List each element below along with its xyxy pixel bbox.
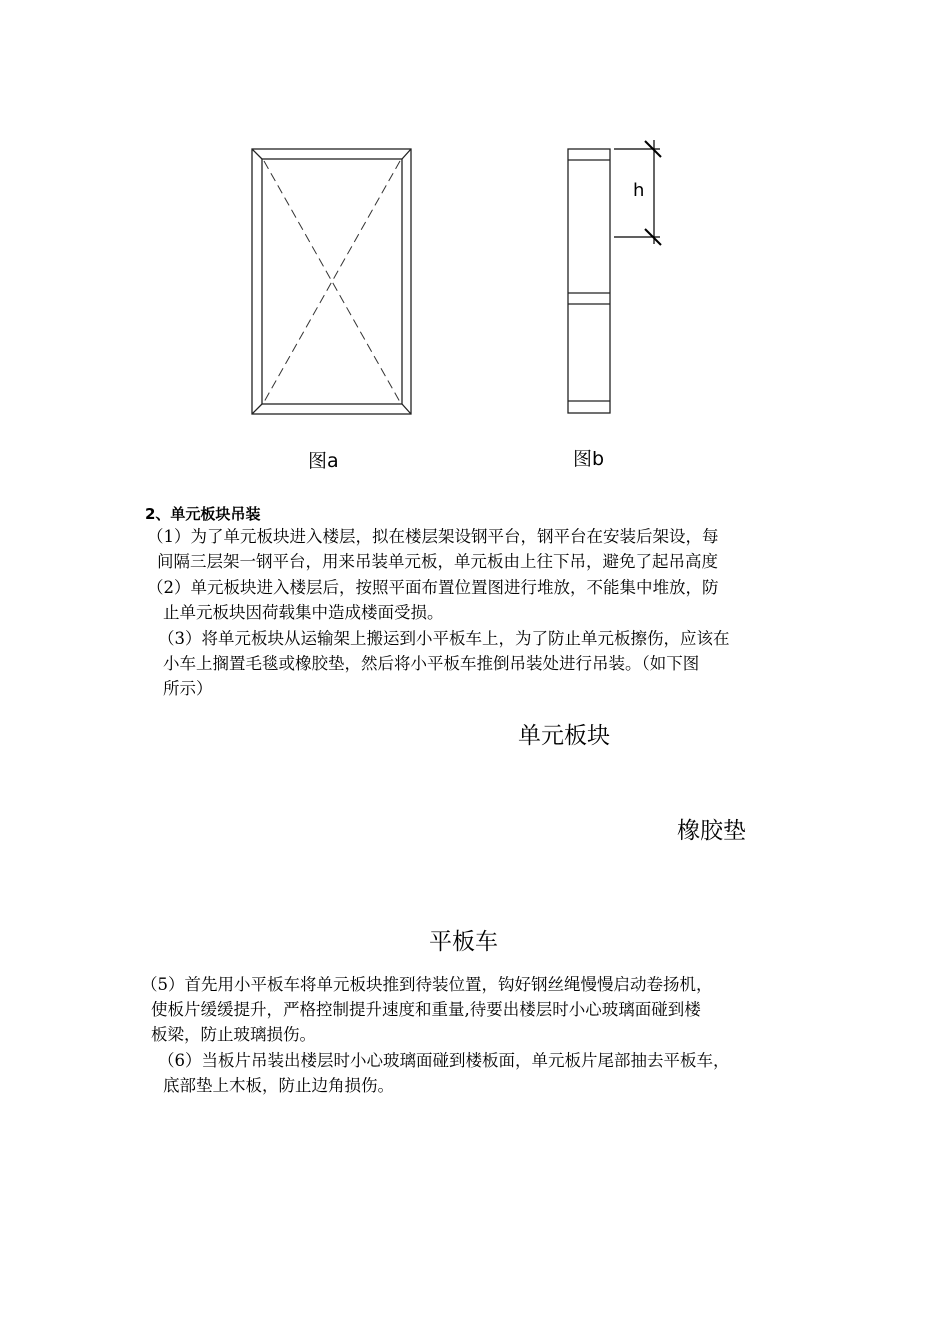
paragraph-1-line-2: 间隔三层架一钢平台，用来吊装单元板，单元板由上往下吊，避免了起吊高度: [157, 552, 718, 571]
paragraph-3-line-1: （3）将单元板块从运输架上搬运到小平板车上，为了防止单元板擦伤，应该在: [158, 629, 730, 648]
paragraph-5-line-3: 板梁，防止玻璃损伤。: [151, 1025, 316, 1044]
label-unit-panel: 单元板块: [518, 723, 610, 749]
paragraph-2-line-1: （2）单元板块进入楼层后，按照平面布置位置图进行堆放，不能集中堆放，防: [147, 578, 719, 597]
paragraph-6-line-2: 底部垫上木板，防止边角损伤。: [163, 1076, 394, 1095]
paragraph-5-line-2: 使板片缓缓提升，严格控制提升速度和重量,待要出楼层时小心玻璃面碰到楼: [151, 1000, 701, 1019]
dimension-h-label: h: [633, 180, 645, 201]
section-heading: 2、单元板块吊装: [145, 505, 261, 523]
paragraph-5-line-1: （5）首先用小平板车将单元板块推到待装位置，钩好钢丝绳慢慢启动卷扬机，: [141, 975, 713, 994]
paragraph-6-line-1: （6）当板片吊装出楼层时小心玻璃面碰到楼板面，单元板片尾部抽去平板车，: [158, 1051, 730, 1070]
figure-a-caption: 图a: [308, 450, 339, 472]
side-outer-frame: [568, 149, 610, 413]
label-flat-cart: 平板车: [429, 929, 498, 955]
label-rubber-pad: 橡胶垫: [677, 818, 746, 844]
figure-b-caption: 图b: [573, 448, 605, 470]
paragraph-3-line-3: 所示）: [163, 679, 213, 698]
paragraph-3-line-2: 小车上搁置毛毯或橡胶垫，然后将小平板车推倒吊装处进行吊装。（如下图: [163, 654, 700, 673]
paragraph-2-line-2: 止单元板块因荷载集中造成楼面受损。: [163, 603, 444, 622]
paragraph-1-line-1: （1）为了单元板块进入楼层，拟在楼层架设钢平台，钢平台在安装后架设，每: [147, 527, 719, 546]
